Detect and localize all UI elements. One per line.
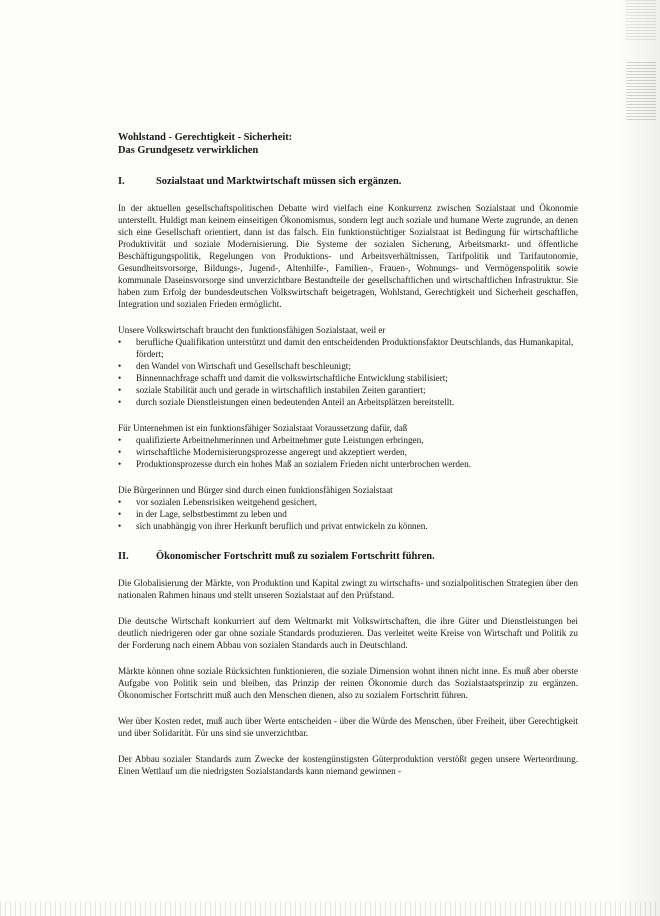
section-2-paragraph-3: Märkte können ohne soziale Rücksichten funktionieren, die soziale Dimension wohnt ihnen nicht inne. Es muß aber oberste Aufgabe von Politik sein und bleiben, das Prinzip der reinen Ökonomie durch das Sozialstaatsprinzip zu ergänzen. Ökonomischer Fortschritt muß auch den Menschen dienen, also zu sozialem Fortschritt führen. [118, 666, 578, 700]
list-3-item: • in der Lage, selbstbestimmt zu leben und [118, 508, 578, 520]
title-line-2: Das Grundgesetz verwirklichen [118, 145, 259, 156]
section-2-paragraph-4: Wer über Kosten redet, muß auch über Werte entscheiden - über die Würde des Menschen, über Freiheit, über Gerechtigkeit und über Solidarität. Für uns sind sie unverzichtbar. [118, 716, 578, 738]
title-line-1: Wohlstand - Gerechtigkeit - Sicherheit: [118, 132, 293, 143]
list-2-intro: Für Unternehmen ist ein funktionsfähiger Sozialstaat Voraussetzung dafür, daß [118, 423, 408, 433]
list-1-intro: Unsere Volkswirtschaft braucht den funktionsfähigen Sozialstaat, weil er [118, 325, 386, 335]
list-1-item: • berufliche Qualifikation unterstützt und damit den entscheidenden Produktionsfaktor Deutschlands, das Humankapital, fördert; [118, 336, 578, 360]
document-title [118, 131, 578, 157]
scan-noise-top [626, 0, 656, 40]
section-2-paragraph-5: Der Abbau sozialer Standards zum Zwecke der kostengünstigsten Güterproduktion verstößt gegen unsere Werteordnung. Einen Wettlauf um die niedrigsten Sozialstandards kann niemand gewinnen - [118, 754, 578, 776]
list-2-item: • qualifizierte Arbeitnehmerinnen und Arbeitnehmer gute Leistungen erbringen, [118, 434, 578, 446]
list-2-item: • wirtschaftliche Modernisierungsprozesse angeregt und akzeptiert werden, [118, 446, 578, 458]
section-2-title: Ökonomischer Fortschritt muß zu sozialem Fortschritt führen. [156, 551, 435, 562]
list-1-item: • den Wandel von Wirtschaft und Gesellschaft beschleunigt; [118, 360, 578, 372]
scan-edge-shadow [616, 0, 660, 916]
section-2-number: II. [118, 551, 129, 562]
section-1-title: Sozialstaat und Marktwirtschaft müssen sich ergänzen. [156, 176, 402, 187]
list-2 [118, 434, 578, 470]
section-2-paragraph-1: Die Globalisierung der Märkte, von Produktion und Kapital zwingt zu wirtschafts- und sozialpolitischen Strategien über den nationalen Rahmen hinaus und stellt unseren Sozialstaat auf den Prüfstand. [118, 578, 578, 600]
section-2-paragraph-2: Die deutsche Wirtschaft konkurriert auf dem Weltmarkt mit Volkswirtschaften, die ihre Güter und Dienstleistungen bei deutlich niedrigeren oder gar ohne soziale Standards produzieren. Das verleitet weite Kreise von Wirtschaft und Politik zu der Forderung nach einem Abbau von sozialen Standards auch in Deutschland. [118, 616, 578, 650]
list-1 [118, 336, 578, 408]
section-2-heading [118, 550, 578, 563]
scan-noise-mid [626, 60, 656, 120]
section-1-paragraph-1: In der aktuellen gesellschaftspolitischen Debatte wird vielfach eine Konkurrenz zwischen Sozialstaat und Ökonomie unterstellt. Huldigt man keinem einseitigen Ökonomismus, sondern legt auch soziale und humane Werte zugrunde, an denen sich eine Gesellschaft orientiert, dann ist das falsch. Ein funktionstüchtiger Sozialstaat ist Bedingung für wirtschaftliche Produktivität und soziale Modernisierung. Die Systeme der sozialen Sicherung, Arbeitsmarkt- und öffentliche Beschäftigungspolitik, Regelungen von Produktions- und Arbeitsverhältnissen, Tarifpolitik und Tarifautonomie, Gesundheitsvorsorge, Bildungs-, Jugend-, Altenhilfe-, Familien-, Frauen-, Wohnungs- und Vermögenspolitik sowie kommunale Daseinsvorsorge sind unverzichtbare Bestandteile der gesellschaftlichen und wirtschaftlichen Infrastruktur. Sie haben zum Erfolg der bundesdeutschen Volkswirtschaft beigetragen, Wohlstand, Gerechtigkeit und Sicherheit geschaffen, Integration und sozialen Frieden ermöglicht. [118, 203, 578, 309]
list-2-item: • Produktionsprozesse durch ein hohes Maß an sozialem Frieden nicht unterbrochen werden. [118, 458, 578, 470]
list-3-intro: Die Bürgerinnen und Bürger sind durch einen funktionsfähigen Sozialstaat [118, 485, 393, 495]
list-3 [118, 496, 578, 532]
section-1-heading [118, 175, 578, 188]
scan-noise-bottom [0, 902, 660, 916]
list-3-item: • vor sozialen Lebensrisiken weitgehend gesichert, [118, 496, 578, 508]
list-1-item: • soziale Stabilität auch und gerade in wirtschaftlich instabilen Zeiten garantiert; [118, 384, 578, 396]
section-1-number: I. [118, 176, 125, 187]
list-1-item: • Binnennachfrage schafft und damit die volkswirtschaftliche Entwicklung stabilisiert; [118, 372, 578, 384]
document-page [118, 131, 578, 791]
list-1-item: • durch soziale Dienstleistungen einen bedeutenden Anteil an Arbeitsplätzen bereitstellt. [118, 396, 578, 408]
list-3-item: • sich unabhängig von ihrer Herkunft beruflich und privat entwickeln zu können. [118, 520, 578, 532]
